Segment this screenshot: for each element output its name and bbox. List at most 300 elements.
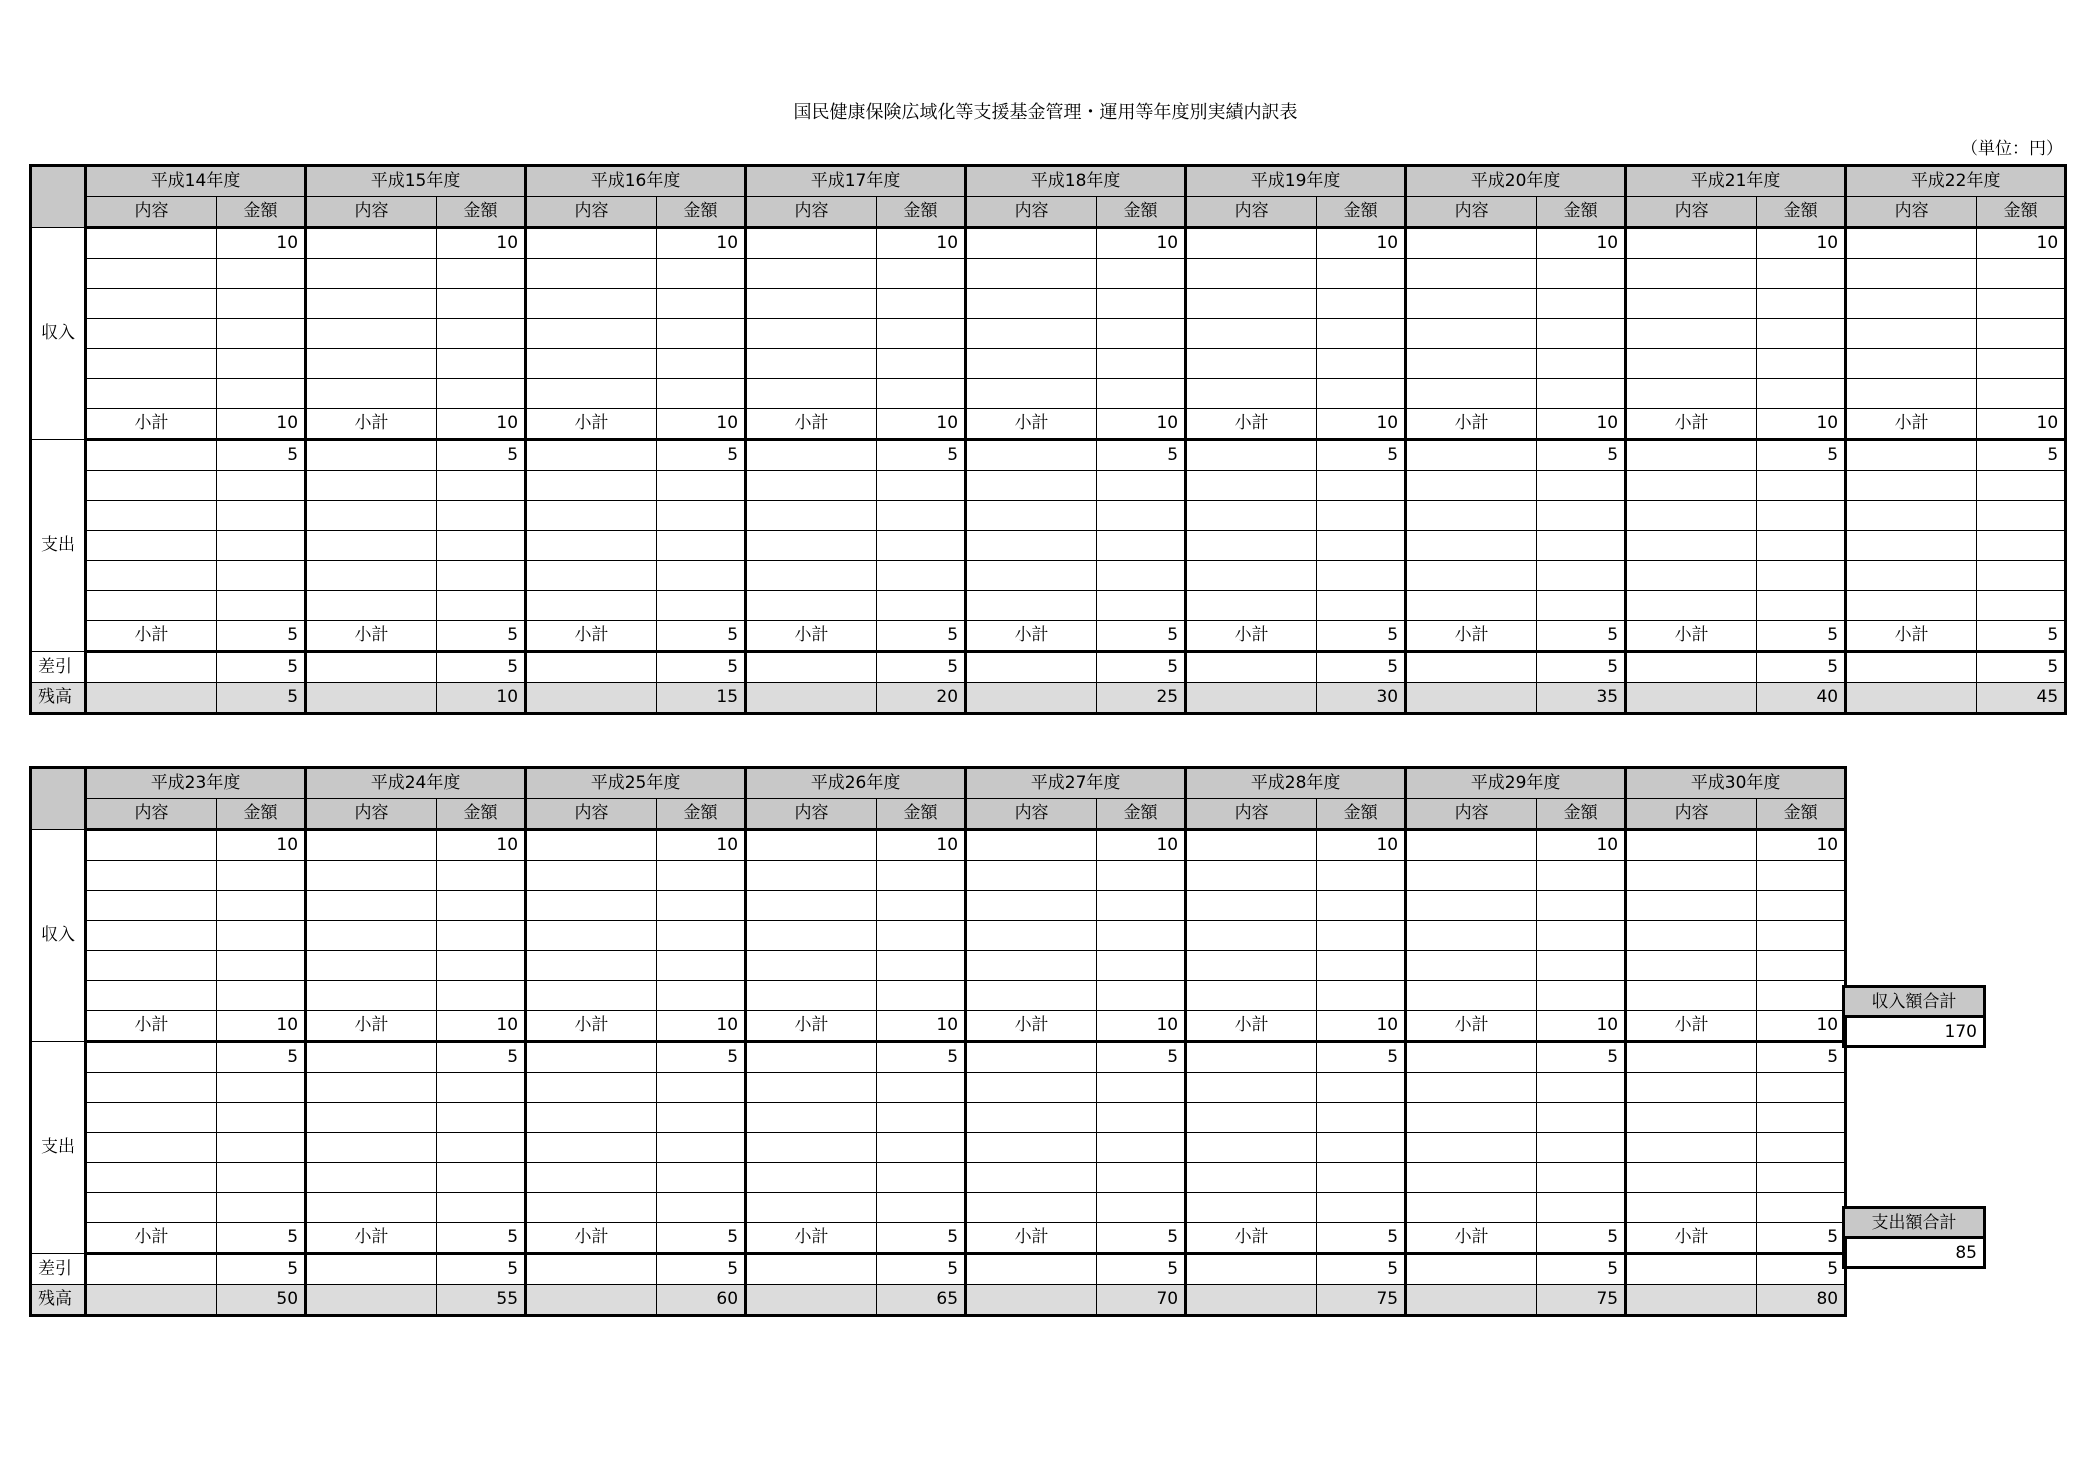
expense-content-cell: [966, 1042, 1097, 1073]
expense-amount-cell: [1977, 531, 2066, 561]
income-category-label: 収入: [31, 228, 86, 440]
income-amount-cell: [877, 981, 966, 1011]
difference-label: 差引: [31, 652, 86, 683]
income-subtotal-amount: 10: [1537, 409, 1626, 440]
income-content-cell: [1406, 379, 1537, 409]
expense-content-cell: [1186, 501, 1317, 531]
expense-content-cell: [526, 561, 657, 591]
expense-content-cell: [1406, 471, 1537, 501]
subtotal-label: 小計: [306, 1011, 437, 1042]
income-amount-cell: [877, 289, 966, 319]
balance-amount: 35: [1537, 683, 1626, 714]
balance-content-cell: [306, 1285, 437, 1316]
expense-content-cell: [966, 591, 1097, 621]
expense-content-cell: [1186, 1193, 1317, 1223]
expense-amount-cell: 5: [1317, 440, 1406, 471]
expense-content-cell: [1626, 471, 1757, 501]
expense-subtotal-amount: 5: [657, 1223, 746, 1254]
expense-content-cell: [526, 1042, 657, 1073]
content-header: 内容: [1406, 197, 1537, 228]
balance-amount: 70: [1097, 1285, 1186, 1316]
income-amount-cell: [437, 891, 526, 921]
content-header: 内容: [746, 197, 877, 228]
expense-amount-cell: [1977, 561, 2066, 591]
year-header: 平成26年度: [746, 768, 966, 799]
income-content-cell: [1186, 289, 1317, 319]
income-content-cell: [746, 319, 877, 349]
subtotal-label: 小計: [1406, 409, 1537, 440]
expense-content-cell: [746, 471, 877, 501]
income-amount-cell: [1757, 951, 1846, 981]
expense-amount-cell: [1537, 1073, 1626, 1103]
expense-content-cell: [746, 591, 877, 621]
subtotal-label: 小計: [746, 1223, 877, 1254]
expense-amount-cell: 5: [1977, 440, 2066, 471]
subtotal-label: 小計: [526, 409, 657, 440]
income-content-cell: [526, 349, 657, 379]
income-content-cell: [526, 981, 657, 1011]
expense-amount-cell: [1537, 1163, 1626, 1193]
income-amount-cell: [657, 289, 746, 319]
content-header: 内容: [526, 799, 657, 830]
income-content-cell: [966, 891, 1097, 921]
income-content-cell: [526, 319, 657, 349]
subtotal-label: 小計: [306, 621, 437, 652]
subtotal-label: 小計: [966, 1011, 1097, 1042]
difference-amount: 5: [657, 1254, 746, 1285]
income-amount-cell: [217, 379, 306, 409]
year-header: 平成30年度: [1626, 768, 1846, 799]
income-amount-cell: [437, 379, 526, 409]
expense-content-cell: [306, 1163, 437, 1193]
income-content-cell: [306, 951, 437, 981]
amount-header: 金額: [437, 197, 526, 228]
income-subtotal-amount: 10: [1097, 409, 1186, 440]
content-header: 内容: [1626, 197, 1757, 228]
income-amount-cell: [1977, 349, 2066, 379]
expense-content-cell: [526, 1073, 657, 1103]
expense-content-cell: [1846, 591, 1977, 621]
expense-content-cell: [526, 501, 657, 531]
income-content-cell: [1626, 830, 1757, 861]
income-amount-cell: 10: [1317, 830, 1406, 861]
expense-content-cell: [86, 531, 217, 561]
income-amount-cell: 10: [1977, 228, 2066, 259]
subtotal-label: 小計: [1186, 409, 1317, 440]
expense-content-cell: [1626, 440, 1757, 471]
expense-amount-cell: 5: [1757, 1042, 1846, 1073]
income-content-cell: [746, 379, 877, 409]
income-amount-cell: 10: [1097, 830, 1186, 861]
income-content-cell: [306, 830, 437, 861]
income-content-cell: [306, 861, 437, 891]
expense-amount-cell: [877, 1133, 966, 1163]
balance-content-cell: [1406, 683, 1537, 714]
content-header: 内容: [526, 197, 657, 228]
income-amount-cell: [1757, 349, 1846, 379]
income-content-cell: [1626, 861, 1757, 891]
balance-amount: 15: [657, 683, 746, 714]
income-content-cell: [966, 259, 1097, 289]
balance-amount: 50: [217, 1285, 306, 1316]
income-amount-cell: [657, 379, 746, 409]
income-content-cell: [746, 228, 877, 259]
difference-content-cell: [526, 652, 657, 683]
expense-content-cell: [526, 1103, 657, 1133]
expense-content-cell: [526, 531, 657, 561]
expense-total-value: 85: [1844, 1238, 1985, 1268]
income-subtotal-amount: 10: [1757, 1011, 1846, 1042]
expense-content-cell: [746, 440, 877, 471]
income-amount-cell: [877, 319, 966, 349]
balance-amount: 20: [877, 683, 966, 714]
content-header: 内容: [1406, 799, 1537, 830]
expense-content-cell: [1186, 1133, 1317, 1163]
content-header: 内容: [306, 197, 437, 228]
income-content-cell: [1626, 349, 1757, 379]
expense-content-cell: [1626, 1073, 1757, 1103]
income-amount-cell: [657, 259, 746, 289]
expense-amount-cell: [217, 1193, 306, 1223]
income-amount-cell: [1097, 259, 1186, 289]
balance-content-cell: [1186, 683, 1317, 714]
expense-amount-cell: [437, 1073, 526, 1103]
income-content-cell: [86, 379, 217, 409]
income-amount-cell: 10: [1537, 228, 1626, 259]
income-amount-cell: [217, 891, 306, 921]
subtotal-label: 小計: [966, 621, 1097, 652]
income-category-label: 収入: [31, 830, 86, 1042]
expense-amount-cell: [1757, 591, 1846, 621]
income-amount-cell: [1317, 379, 1406, 409]
expense-subtotal-amount: 5: [1977, 621, 2066, 652]
expense-amount-cell: 5: [437, 1042, 526, 1073]
expense-amount-cell: [1097, 1103, 1186, 1133]
income-amount-cell: [1317, 981, 1406, 1011]
income-amount-cell: [877, 349, 966, 379]
expense-content-cell: [966, 1133, 1097, 1163]
income-amount-cell: [657, 319, 746, 349]
balance-content-cell: [746, 683, 877, 714]
balance-amount: 5: [217, 683, 306, 714]
subtotal-label: 小計: [86, 409, 217, 440]
income-subtotal-amount: 10: [217, 1011, 306, 1042]
expense-subtotal-amount: 5: [437, 1223, 526, 1254]
expense-amount-cell: [1317, 501, 1406, 531]
income-content-cell: [86, 891, 217, 921]
income-content-cell: [306, 921, 437, 951]
income-amount-cell: [1977, 259, 2066, 289]
expense-amount-cell: [657, 531, 746, 561]
income-subtotal-amount: 10: [1097, 1011, 1186, 1042]
amount-header: 金額: [1537, 197, 1626, 228]
expense-content-cell: [86, 561, 217, 591]
expense-content-cell: [1186, 531, 1317, 561]
expense-subtotal-amount: 5: [1537, 1223, 1626, 1254]
expense-amount-cell: [437, 501, 526, 531]
expense-amount-cell: [1537, 1193, 1626, 1223]
expense-amount-cell: [657, 1163, 746, 1193]
income-amount-cell: [217, 921, 306, 951]
balance-content-cell: [966, 1285, 1097, 1316]
expense-content-cell: [1186, 440, 1317, 471]
expense-content-cell: [526, 1163, 657, 1193]
expense-amount-cell: [437, 591, 526, 621]
balance-content-cell: [966, 683, 1097, 714]
expense-amount-cell: [877, 531, 966, 561]
expense-amount-cell: [877, 1193, 966, 1223]
content-header: 内容: [1186, 197, 1317, 228]
subtotal-label: 小計: [1406, 1223, 1537, 1254]
expense-amount-cell: [1097, 501, 1186, 531]
income-amount-cell: [1537, 981, 1626, 1011]
expense-content-cell: [966, 471, 1097, 501]
subtotal-label: 小計: [526, 621, 657, 652]
expense-content-cell: [86, 1163, 217, 1193]
income-content-cell: [1406, 981, 1537, 1011]
income-content-cell: [306, 228, 437, 259]
income-content-cell: [1626, 228, 1757, 259]
balance-amount: 60: [657, 1285, 746, 1316]
income-content-cell: [966, 981, 1097, 1011]
expense-amount-cell: 5: [1537, 440, 1626, 471]
income-content-cell: [526, 891, 657, 921]
expense-content-cell: [306, 1193, 437, 1223]
year-header: 平成24年度: [306, 768, 526, 799]
income-content-cell: [306, 319, 437, 349]
income-amount-cell: [1537, 349, 1626, 379]
income-content-cell: [1186, 379, 1317, 409]
income-subtotal-amount: 10: [877, 1011, 966, 1042]
income-content-cell: [86, 951, 217, 981]
expense-content-cell: [1626, 1103, 1757, 1133]
balance-content-cell: [1186, 1285, 1317, 1316]
income-subtotal-amount: 10: [657, 1011, 746, 1042]
expense-amount-cell: [437, 1103, 526, 1133]
income-amount-cell: [657, 891, 746, 921]
expense-amount-cell: [1317, 1133, 1406, 1163]
expense-amount-cell: [1317, 1073, 1406, 1103]
income-content-cell: [746, 289, 877, 319]
income-amount-cell: [1317, 319, 1406, 349]
expense-category-label: 支出: [31, 1042, 86, 1254]
expense-amount-cell: [1317, 1103, 1406, 1133]
expense-amount-cell: [657, 1103, 746, 1133]
subtotal-label: 小計: [526, 1223, 657, 1254]
expense-content-cell: [1186, 1073, 1317, 1103]
amount-header: 金額: [1757, 799, 1846, 830]
expense-subtotal-amount: 5: [437, 621, 526, 652]
balance-amount: 75: [1537, 1285, 1626, 1316]
balance-content-cell: [1846, 683, 1977, 714]
expense-amount-cell: [217, 1163, 306, 1193]
expense-content-cell: [1406, 531, 1537, 561]
content-header: 内容: [1846, 197, 1977, 228]
difference-amount: 5: [1097, 652, 1186, 683]
expense-content-cell: [1186, 1163, 1317, 1193]
income-amount-cell: [1317, 861, 1406, 891]
amount-header: 金額: [1537, 799, 1626, 830]
expense-amount-cell: [217, 561, 306, 591]
income-amount-cell: 10: [1757, 830, 1846, 861]
expense-amount-cell: [217, 501, 306, 531]
difference-content-cell: [746, 1254, 877, 1285]
income-content-cell: [86, 861, 217, 891]
subtotal-label: 小計: [1406, 1011, 1537, 1042]
subtotal-label: 小計: [746, 409, 877, 440]
income-total-box: [1842, 985, 1986, 1048]
balance-amount: 45: [1977, 683, 2066, 714]
income-subtotal-amount: 10: [1317, 1011, 1406, 1042]
expense-amount-cell: [1097, 1073, 1186, 1103]
expense-amount-cell: [877, 591, 966, 621]
difference-content-cell: [86, 652, 217, 683]
income-amount-cell: [1097, 349, 1186, 379]
amount-header: 金額: [1317, 799, 1406, 830]
expense-amount-cell: [877, 561, 966, 591]
income-amount-cell: [1097, 289, 1186, 319]
expense-subtotal-amount: 5: [1317, 1223, 1406, 1254]
expense-content-cell: [1626, 1193, 1757, 1223]
subtotal-label: 小計: [1406, 621, 1537, 652]
income-amount-cell: [217, 349, 306, 379]
income-content-cell: [746, 861, 877, 891]
expense-amount-cell: 5: [1537, 1042, 1626, 1073]
income-content-cell: [1186, 349, 1317, 379]
income-amount-cell: [1097, 951, 1186, 981]
income-amount-cell: [1097, 891, 1186, 921]
difference-amount: 5: [1537, 1254, 1626, 1285]
expense-content-cell: [1406, 1133, 1537, 1163]
subtotal-label: 小計: [86, 1011, 217, 1042]
expense-amount-cell: [1097, 1163, 1186, 1193]
expense-amount-cell: [437, 531, 526, 561]
expense-content-cell: [966, 1073, 1097, 1103]
expense-amount-cell: [437, 471, 526, 501]
difference-amount: 5: [437, 652, 526, 683]
balance-label: 残高: [31, 1285, 86, 1316]
income-amount-cell: 10: [217, 830, 306, 861]
expense-content-cell: [86, 501, 217, 531]
income-amount-cell: [1537, 379, 1626, 409]
expense-content-cell: [746, 1193, 877, 1223]
expense-content-cell: [1186, 1103, 1317, 1133]
expense-content-cell: [306, 591, 437, 621]
income-amount-cell: [1757, 981, 1846, 1011]
income-content-cell: [1186, 981, 1317, 1011]
income-amount-cell: [217, 951, 306, 981]
expense-subtotal-amount: 5: [1097, 1223, 1186, 1254]
expense-content-cell: [86, 1193, 217, 1223]
expense-subtotal-amount: 5: [877, 621, 966, 652]
expense-content-cell: [1186, 1042, 1317, 1073]
expense-content-cell: [746, 501, 877, 531]
expense-content-cell: [1846, 561, 1977, 591]
income-content-cell: [1406, 289, 1537, 319]
income-amount-cell: [877, 259, 966, 289]
income-amount-cell: [1097, 861, 1186, 891]
subtotal-label: 小計: [1186, 621, 1317, 652]
income-amount-cell: [437, 981, 526, 1011]
income-content-cell: [86, 830, 217, 861]
income-amount-cell: [217, 289, 306, 319]
income-amount-cell: [1537, 289, 1626, 319]
balance-amount: 80: [1757, 1285, 1846, 1316]
income-amount-cell: [1537, 891, 1626, 921]
income-amount-cell: [657, 981, 746, 1011]
difference-amount: 5: [1317, 1254, 1406, 1285]
expense-amount-cell: [1757, 1133, 1846, 1163]
expense-content-cell: [1406, 1103, 1537, 1133]
expense-amount-cell: [1317, 1193, 1406, 1223]
income-content-cell: [1626, 921, 1757, 951]
income-content-cell: [86, 349, 217, 379]
income-content-cell: [1846, 349, 1977, 379]
income-content-cell: [1626, 981, 1757, 1011]
expense-amount-cell: [1537, 561, 1626, 591]
expense-amount-cell: 5: [657, 440, 746, 471]
expense-amount-cell: [1757, 501, 1846, 531]
expense-content-cell: [966, 440, 1097, 471]
expense-amount-cell: [1757, 1193, 1846, 1223]
income-content-cell: [966, 830, 1097, 861]
content-header: 内容: [1626, 799, 1757, 830]
expense-content-cell: [86, 1133, 217, 1163]
amount-header: 金額: [1977, 197, 2066, 228]
income-content-cell: [306, 379, 437, 409]
expense-amount-cell: [1537, 501, 1626, 531]
income-content-cell: [1626, 379, 1757, 409]
expense-content-cell: [1186, 471, 1317, 501]
difference-content-cell: [1406, 1254, 1537, 1285]
expense-amount-cell: [657, 1133, 746, 1163]
subtotal-label: 小計: [746, 621, 877, 652]
amount-header: 金額: [217, 799, 306, 830]
income-amount-cell: [1977, 289, 2066, 319]
income-content-cell: [1186, 921, 1317, 951]
income-amount-cell: [1757, 861, 1846, 891]
expense-content-cell: [746, 1042, 877, 1073]
subtotal-label: 小計: [86, 1223, 217, 1254]
balance-amount: 25: [1097, 683, 1186, 714]
income-content-cell: [1406, 921, 1537, 951]
income-content-cell: [1626, 319, 1757, 349]
expense-content-cell: [306, 1103, 437, 1133]
expense-content-cell: [526, 440, 657, 471]
expense-content-cell: [1626, 1042, 1757, 1073]
expense-amount-cell: 5: [217, 440, 306, 471]
balance-content-cell: [1626, 683, 1757, 714]
expense-amount-cell: [1537, 531, 1626, 561]
expense-content-cell: [86, 1042, 217, 1073]
difference-content-cell: [86, 1254, 217, 1285]
income-content-cell: [1406, 951, 1537, 981]
income-content-cell: [966, 379, 1097, 409]
expense-amount-cell: [1977, 591, 2066, 621]
expense-amount-cell: [877, 1103, 966, 1133]
content-header: 内容: [86, 197, 217, 228]
expense-amount-cell: 5: [1097, 440, 1186, 471]
income-content-cell: [966, 349, 1097, 379]
income-amount-cell: 10: [1757, 228, 1846, 259]
income-amount-cell: 10: [877, 228, 966, 259]
expense-amount-cell: [217, 1073, 306, 1103]
income-amount-cell: [1757, 289, 1846, 319]
expense-subtotal-amount: 5: [1317, 621, 1406, 652]
expense-amount-cell: [1097, 1133, 1186, 1163]
expense-content-cell: [526, 1133, 657, 1163]
expense-content-cell: [966, 1163, 1097, 1193]
